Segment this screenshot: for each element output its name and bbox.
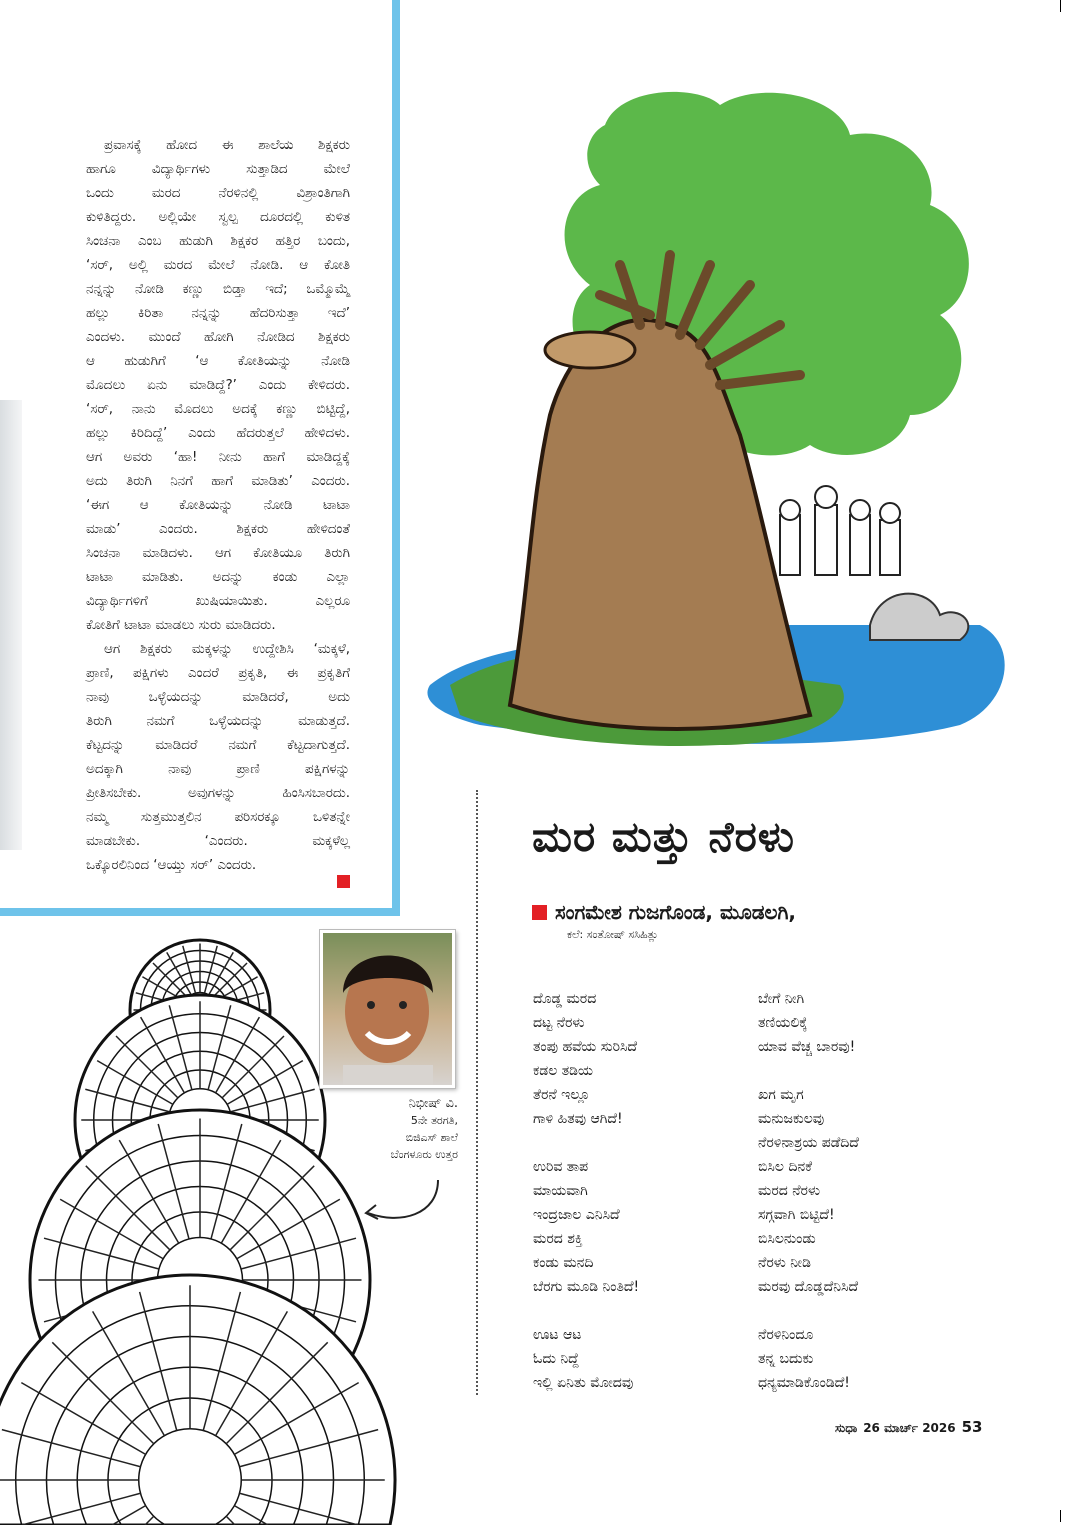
poem-line: ಮನುಜಕುಲವು [758,1111,825,1127]
poem-line: ಬೆರಗು ಮೂಡಿ ನಿಂತಿದೆ! [533,1279,640,1295]
poem-line: ಮರದ ಶಕ್ತಿ [533,1231,583,1247]
poem-line: ಇಂದ್ರಜಾಲ ಎನಿಸಿದೆ [533,1207,620,1223]
story-line: ಒಕ್ಕೊರಲಿನಿಂದ ‘ಆಯ್ತು ಸರ್’ ಎಂದರು. [86,858,257,873]
story-line: ತಿರುಗಿ ನಮಗೆ ಒಳ್ಳೆಯದನ್ನು ಮಾಡುತ್ತದೆ. [86,714,350,729]
story-line: ಟಾಟಾ ಮಾಡಿತು. ಅದನ್ನು ಕಂಡು ಎಲ್ಲಾ [86,570,350,585]
rocks [870,594,968,640]
story-line: ವಿದ್ಯಾರ್ಥಿಗಳಿಗೆ ಖುಷಿಯಾಯಿತು. ಎಲ್ಲರೂ [86,594,350,609]
poem-line: ಮರವು ದೊಡ್ಡದೆನಿಸಿದೆ [758,1279,859,1295]
crop-mark [1060,1510,1073,1522]
contributor-caption [340,1095,458,1163]
contributor-city: ಬೆಂಗಳೂರು ಉತ್ತರ [390,1148,458,1161]
story-line: ಮೊದಲು ಏನು ಮಾಡಿದ್ದೆ?’ ಎಂದು ಕೇಳಿದರು. [86,378,350,393]
issue-date: 26 ಮಾರ್ಚ್ 2026 [863,1421,956,1435]
story-line: ಒಂದು ಮರದ ನೆರಳಿನಲ್ಲಿ ವಿಶ್ರಾಂತಿಗಾಗಿ [86,186,350,201]
story-line: ಸಿಂಚನಾ ಎಂಬ ಹುಡುಗಿ ಶಿಕ್ಷಕರ ಹತ್ತಿರ ಬಂದು, [86,234,350,249]
story-line: ಮಾಡು’ ಎಂದರು. ಶಿಕ್ಷಕರು ಹೇಳಿದಂತೆ [86,522,350,537]
contributor-class: 5ನೇ ತರಗತಿ, [410,1114,458,1127]
poem-line: ನೆರಳಿನಿಂದೂ [758,1327,814,1343]
poem-line: ಊಟ ಆಟ [533,1327,582,1343]
adjacent-image-fragment [0,400,22,850]
story-line: ನನ್ನನ್ನು ನೋಡಿ ಕಣ್ಣು ಬಿಡ್ತಾ ಇದೆ; ಒಮ್ಮೊಮ್ಮೆ [86,282,350,297]
poem-line: ಓದು ನಿದ್ದೆ [533,1351,580,1367]
poem-line: ಬಿಸಿಲ ದಿನಕೆ [758,1159,813,1175]
story-line: ನಮ್ಮ ಸುತ್ತಮುತ್ತಲಿನ ಪರಿಸರಕ್ಕೂ ಒಳಿತನ್ನೇ [86,810,350,825]
poem-line: ದಟ್ಟ ನೆರಳು [533,1015,585,1031]
poem-line: ನೆರಳಿನಾಶ್ರಯ ಪಡೆದಿದೆ [758,1135,859,1151]
poem-line: ಮಾಯವಾಗಿ [533,1183,588,1199]
poem-line: ತಣಿಯಲಿಕ್ಕೆ [758,1015,808,1031]
story-line: ಕುಳಿತಿದ್ದರು. ಅಲ್ಲಿಯೇ ಸ್ವಲ್ಪ ದೂರದಲ್ಲಿ ಕುಳಿತ [86,210,350,225]
story-line: ನಾವು ಒಳ್ಳೆಯದನ್ನು ಮಾಡಿದರೆ, ಅದು [86,690,350,705]
author-name: ಸಂಗಮೇಶ ಗುಜಗೊಂಡ, ಮೂಡಲಗಿ, [555,900,796,924]
story-line: ಹಲ್ಲು ಕಿರಿತಾ ನನ್ನನ್ನು ಹೆದರಿಸುತ್ತಾ ಇದೆ’ [86,306,350,321]
story-line: ಆ ಹುಡುಗಿಗೆ ‘ಆ ಕೋತಿಯನ್ನು ನೋಡಿ [86,354,350,369]
magazine-name: ಸುಧಾ [835,1421,858,1435]
poem-line: ನೆರಳು ನೀಡಿ [758,1255,811,1271]
stump-ring [545,332,635,368]
arrow-icon [360,1175,450,1230]
poem-line: ತನ್ನ ಬದುಕು [758,1351,814,1367]
story-line: ಹಲ್ಲು ಕಿರಿದಿದ್ದೆ’ ಎಂದು ಹೆದರುತ್ತಲೆ ಹೇಳಿದಳು. [86,426,350,441]
contributor-photo [320,930,455,1088]
story-text [86,134,350,878]
poem-author [532,900,796,924]
poem-line: ಮರದ ನೆರಳು [758,1183,821,1199]
story-line: ಕೋತಿಗೆ ಟಾಟಾ ಮಾಡಲು ಸುರು ಮಾಡಿದರು. [86,618,276,633]
poem-line: ಕಂಡು ಮನದಿ [533,1255,594,1271]
poem-line: ಬೇಗೆ ನೀಗಿ [758,991,805,1007]
story-line: ಆಗ ಅವರು ‘ಹಾ! ನೀನು ಹಾಗೆ ಮಾಡಿದ್ದಕ್ಕೆ [86,450,350,465]
poem-line: ತೆರನೆ ಇಲ್ಲೂ [533,1087,590,1103]
story-line: ಮಾಡಬೇಕು. ‘ಎಂದರು. ಮಕ್ಕಳೆಲ್ಲ [86,834,350,849]
contributor-name: ನಿಭೀಷ್ ವಿ. [408,1096,458,1111]
story-line: ಪ್ರವಾಸಕ್ಕೆ ಹೋದ ಈ ಶಾಲೆಯ ಶಿಕ್ಷಕರು [104,138,350,153]
poem-line: ಧನ್ಯಮಾಡಿಕೊಂಡಿದೆ! [758,1375,850,1391]
story-line: ಆಗ ಶಿಕ್ಷಕರು ಮಕ್ಕಳನ್ನು ಉದ್ದೇಶಿಸಿ ‘ಮಕ್ಕಳೆ, [104,642,350,657]
story-line: ‘ಸರ್, ಅಲ್ಲಿ ಮರದ ಮೇಲೆ ನೋಡಿ. ಆ ಕೋತಿ [86,258,350,273]
story-line: ಸಿಂಚನಾ ಮಾಡಿದಳು. ಆಗ ಕೋತಿಯೂ ತಿರುಗಿ [86,546,350,561]
story-line: ಎಂದಳು. ಮುಂದೆ ಹೋಗಿ ನೋಡಿದ ಶಿಕ್ಷಕರು [86,330,350,345]
poem-line: ಕಡಲ ತಡಿಯ [533,1063,593,1079]
tree-illustration [420,85,1040,765]
poem-line: ಸಗ್ಗವಾಗಿ ಬಿಟ್ಟಿದೆ! [758,1207,835,1223]
column-divider [476,790,478,1395]
crop-mark [1060,0,1073,12]
poem-column-2 [758,987,859,1395]
poem-column-1 [533,987,639,1395]
contributor-school: ಬಿಜಿಎಸ್ ಶಾಲೆ [405,1131,458,1144]
boy-portrait [323,933,452,1085]
page-footer [835,1418,982,1436]
poem-line: ಖಗ ಮೃಗ [758,1087,804,1103]
poem-line: ದೊಡ್ಡ ಮರದ [533,991,597,1007]
story-end-marker [337,875,350,888]
poem-line: ಯಾವ ವೆಚ್ಚ ಬಾರವು! [758,1039,856,1055]
story-line: ಹಾಗೂ ವಿದ್ಯಾರ್ಥಿಗಳು ಸುತ್ತಾಡಿದ ಮೇಲೆ [86,162,350,177]
page-number: 53 [961,1418,983,1436]
children-group [780,486,900,575]
story-line: ‘ಸರ್, ನಾನು ಮೊದಲು ಅದಕ್ಕೆ ಕಣ್ಣು ಬಿಟ್ಟಿದ್ದೆ, [86,402,350,417]
story-line: ಅದು ತಿರುಗಿ ನಿನಗೆ ಹಾಗೆ ಮಾಡಿತು’ ಎಂದರು. [86,474,350,489]
poem-line: ತಂಪು ಹವೆಯ ಸುರಿಸಿದೆ [533,1039,638,1055]
author-marker [532,905,547,920]
story-line: ಅದಕ್ಕಾಗಿ ನಾವು ಪ್ರಾಣಿ ಪಕ್ಷಿಗಳನ್ನು [86,762,350,777]
poem-line: ಬಿಸಿಲನುಂಡು [758,1231,816,1247]
poem-line: ಇಲ್ಲಿ ಏನಿತು ಮೋದವು [533,1375,634,1391]
poem-line: ಗಾಳಿ ಹಿತವು ಆಗಿದೆ! [533,1111,623,1127]
poem-title: ಮರ ಮತ್ತು ನೆರಳು [532,812,795,861]
story-line: ‘ಈಗ ಆ ಕೋತಿಯನ್ನು ನೋಡಿ ಟಾಟಾ [86,498,350,513]
story-line: ಪ್ರೀತಿಸಬೇಕು. ಅವುಗಳನ್ನು ಹಿಂಸಿಸಬಾರದು. [86,786,350,801]
artist-credit: ಕಲೆ: ಸಂತೋಷ್ ಸಸಿಹಿತ್ಲು [567,928,659,941]
story-line: ಪ್ರಾಣಿ, ಪಕ್ಷಿಗಳು ಎಂದರೆ ಪ್ರಕೃತಿ, ಈ ಪ್ರಕೃತಿಗೆ [86,666,350,681]
story-panel [0,0,400,916]
story-line: ಕೆಟ್ಟದನ್ನು ಮಾಡಿದರೆ ನಮಗೆ ಕೆಟ್ಟದಾಗುತ್ತದೆ. [86,738,350,753]
poem-line: ಉರಿವ ತಾಪ [533,1159,589,1175]
